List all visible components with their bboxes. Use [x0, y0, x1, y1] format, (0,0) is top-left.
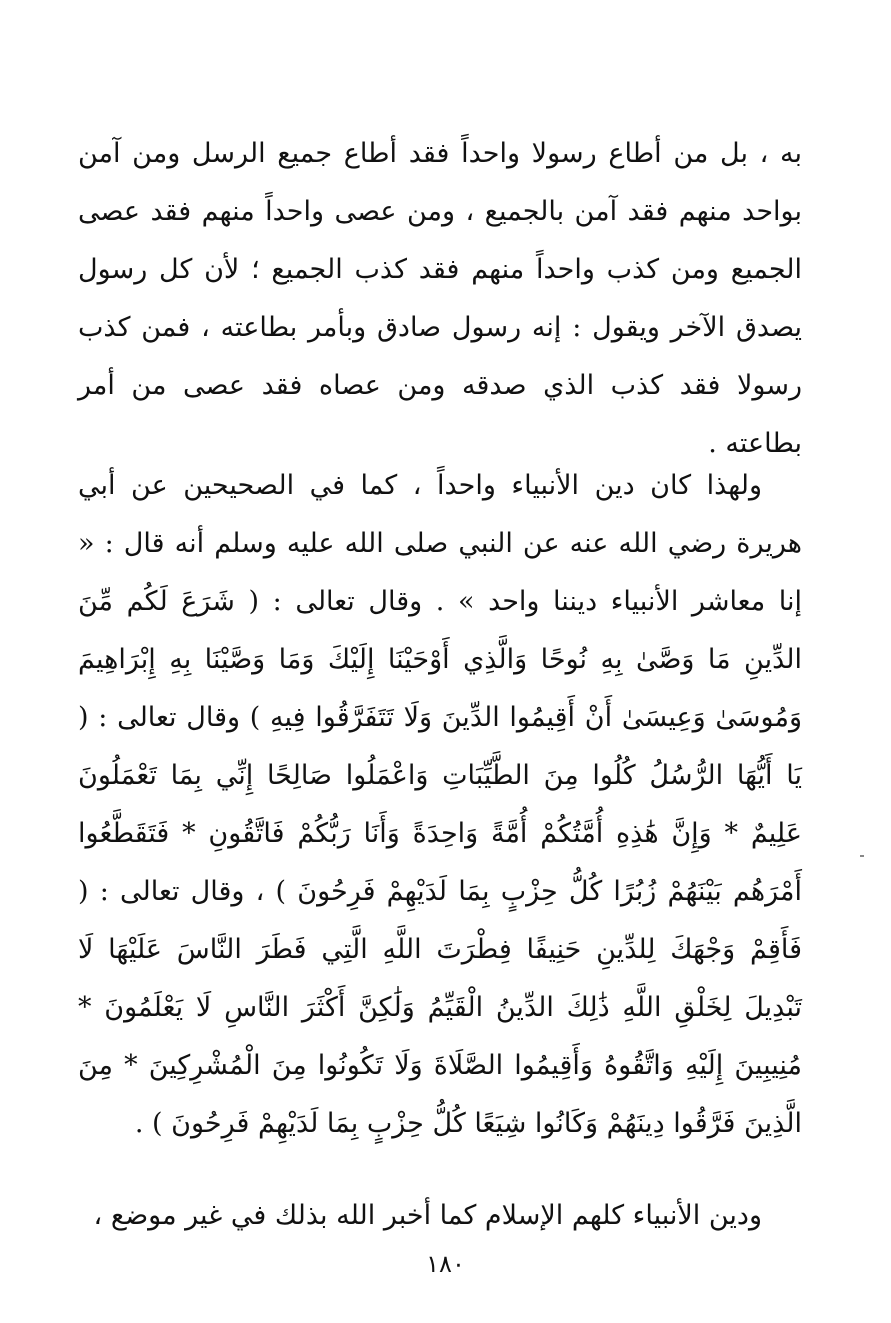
- paragraph-2: ولهذا كان دين الأنبياء واحداً ، كما في الصحيحين عن أبي هريرة رضي الله عنه عن النبي صلى الله عليه وسلم أنه قال : « إنا معاشر الأنبياء ديننا واحد » . وقال تعالى : ( شَرَعَ لَكُم مِّنَ الدِّينِ مَا وَصَّىٰ بِهِ نُوحًا وَالَّذِي أَوْحَيْنَا إِلَيْكَ وَمَا وَصَّيْنَا بِهِ إِبْرَاهِيمَ وَمُوسَىٰ وَعِيسَىٰ أَنْ أَقِيمُوا الدِّينَ وَلَا تَتَفَرَّقُوا فِيهِ ) وقال تعالى : ( يَا أَيُّهَا الرُّسُلُ كُلُوا مِنَ الطَّيِّبَاتِ وَاعْمَلُوا صَالِحًا إِنِّي بِمَا تَعْمَلُونَ عَلِيمٌ * وَإِنَّ هَٰذِهِ أُمَّتُكُمْ أُمَّةً وَاحِدَةً وَأَنَا رَبُّكُمْ فَاتَّقُونِ * فَتَقَطَّعُوا أَمْرَهُم بَيْنَهُمْ زُبُرًا كُلُّ حِزْبٍ بِمَا لَدَيْهِمْ فَرِحُونَ ) ، وقال تعالى : ( فَأَقِمْ وَجْهَكَ لِلدِّينِ حَنِيفًا فِطْرَتَ اللَّهِ الَّتِي فَطَرَ النَّاسَ عَلَيْهَا لَا تَبْدِيلَ لِخَلْقِ اللَّهِ ذَٰلِكَ الدِّينُ الْقَيِّمُ وَلَٰكِنَّ أَكْثَرَ النَّاسِ لَا يَعْلَمُونَ * مُنِيبِينَ إِلَيْهِ وَاتَّقُوهُ وَأَقِيمُوا الصَّلَاةَ وَلَا تَكُونُوا مِنَ الْمُشْرِكِينَ * مِنَ الَّذِينَ فَرَّقُوا دِينَهُمْ وَكَانُوا شِيَعًا كُلُّ حِزْبٍ بِمَا لَدَيْهِمْ فَرِحُونَ ) .: [78, 470, 802, 1139]
- page-number: ١٨٠: [426, 1250, 465, 1278]
- margin-mark: [860, 855, 864, 857]
- paragraph-3: ودين الأنبياء كلهم الإسلام كما أخبر الله بذلك في غير موضع ،: [93, 1200, 762, 1231]
- paragraph-1: به ، بل من أطاع رسولا واحداً فقد أطاع جميع الرسل ومن آمن بواحد منهم فقد آمن بالجميع ، ومن عصى واحداً منهم فقد عصى الجميع ومن كذب واحداً منهم فقد كذب الجميع ؛ لأن كل رسول يصدق الآخر ويقول : إنه رسول صادق وبأمر بطاعته ، فمن كذب رسولا فقد كذب الذي صدقه ومن عصاه فقد عصى من أمر بطاعته .: [78, 138, 802, 459]
